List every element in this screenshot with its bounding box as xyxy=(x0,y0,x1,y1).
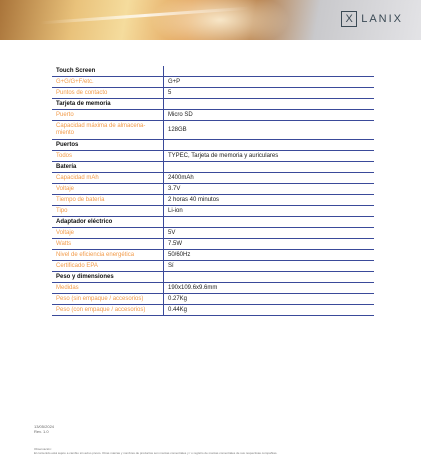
footer-note-title: Observación: xyxy=(34,447,52,451)
spec-label-text: Peso y dimensiones xyxy=(56,273,114,280)
spec-label-text: Capacidad máxima de almacena-miento xyxy=(56,123,146,136)
spec-value xyxy=(164,272,375,283)
spec-section-title xyxy=(52,66,164,77)
spec-row xyxy=(52,110,374,121)
spec-label xyxy=(52,173,164,184)
spec-label-text: Adaptador eléctrico xyxy=(56,218,113,225)
spec-row xyxy=(52,305,374,316)
footer-date: 13/05/2024 xyxy=(34,424,55,429)
spec-label xyxy=(52,77,164,88)
spec-value: 0.44Kg xyxy=(164,305,375,316)
spec-section-row xyxy=(52,140,374,151)
spec-label xyxy=(52,110,164,121)
spec-row xyxy=(52,195,374,206)
spec-label xyxy=(52,206,164,217)
spec-label-text: Tarjeta de memoria xyxy=(56,100,111,107)
spec-label-text: Voltaje xyxy=(56,229,75,236)
spec-label-text: Nivel de eficiencia energética xyxy=(56,251,135,258)
footer-note-block xyxy=(34,447,394,455)
spec-section-title xyxy=(52,99,164,110)
banner-glow xyxy=(150,0,290,40)
spec-label-text: Capacidad mAh xyxy=(56,174,99,181)
footer-revision: Rev. 1.0 xyxy=(34,429,49,434)
spec-label-text: Tipo xyxy=(56,207,68,214)
spec-value: Sí xyxy=(164,261,375,272)
spec-label-text: Peso (sin empaque / accesorios) xyxy=(56,295,144,302)
spec-label-text: Certificado EPA xyxy=(56,262,98,269)
spec-value: Li-ion xyxy=(164,206,375,217)
spec-label-text: Puntos de contacto xyxy=(56,89,108,96)
spec-value xyxy=(164,162,375,173)
spec-label xyxy=(52,195,164,206)
spec-label xyxy=(52,294,164,305)
brand-logo xyxy=(341,11,403,27)
spec-value: 0.27Kg xyxy=(164,294,375,305)
brand-logo-name: LANIX xyxy=(361,13,403,25)
spec-label xyxy=(52,228,164,239)
header-banner xyxy=(0,0,421,40)
spec-section-title xyxy=(52,162,164,173)
specifications-table-body xyxy=(52,66,374,316)
spec-row xyxy=(52,239,374,250)
spec-label xyxy=(52,283,164,294)
spec-label xyxy=(52,239,164,250)
spec-section-row xyxy=(52,217,374,228)
spec-label xyxy=(52,305,164,316)
spec-row xyxy=(52,283,374,294)
spec-row xyxy=(52,228,374,239)
spec-label xyxy=(52,151,164,162)
spec-row xyxy=(52,206,374,217)
spec-label xyxy=(52,121,164,140)
spec-section-title xyxy=(52,140,164,151)
spec-label-text: Puertos xyxy=(56,141,79,148)
spec-label xyxy=(52,250,164,261)
footer-date-block xyxy=(34,424,54,434)
spec-section-row xyxy=(52,162,374,173)
spec-row xyxy=(52,173,374,184)
specifications-table xyxy=(52,66,374,316)
brand-logo-mark: X xyxy=(341,11,357,27)
spec-label-text: Puerto xyxy=(56,111,74,118)
spec-section-row xyxy=(52,272,374,283)
spec-section-row xyxy=(52,99,374,110)
spec-label-text: Peso (con empaque / accesorios) xyxy=(56,306,146,313)
spec-section-row xyxy=(52,66,374,77)
spec-value: Micro SD xyxy=(164,110,375,121)
spec-row xyxy=(52,88,374,99)
spec-row xyxy=(52,121,374,140)
footer-note-text: El contenido está sujeto a cambio sin aviso previo. Otras marcas y nombres de productos son marcas comerciales y / o registro de marcas comerciales de sus respectivas compañías. xyxy=(34,451,278,455)
spec-label-text: Tiempo de batería xyxy=(56,196,105,203)
spec-value: 190x109.6x9.6mm xyxy=(164,283,375,294)
spec-value: 50/60Hz xyxy=(164,250,375,261)
spec-value: G+P xyxy=(164,77,375,88)
spec-label xyxy=(52,184,164,195)
spec-label xyxy=(52,261,164,272)
spec-value: TYPEC, Tarjeta de memoria y auriculares xyxy=(164,151,375,162)
spec-value: 7.5W xyxy=(164,239,375,250)
spec-row xyxy=(52,250,374,261)
spec-section-title xyxy=(52,217,164,228)
spec-label-text: Voltaje xyxy=(56,185,75,192)
spec-value xyxy=(164,66,375,77)
spec-row xyxy=(52,77,374,88)
spec-value: 128GB xyxy=(164,121,375,140)
spec-label xyxy=(52,88,164,99)
spec-label-text: Medidas xyxy=(56,284,79,291)
spec-value xyxy=(164,140,375,151)
spec-value: 2400mAh xyxy=(164,173,375,184)
spec-value: 5 xyxy=(164,88,375,99)
spec-label-text: Touch Screen xyxy=(56,67,96,74)
spec-row xyxy=(52,151,374,162)
spec-label-text: Batería xyxy=(56,163,77,170)
spec-label-text: Todos xyxy=(56,152,73,159)
spec-value xyxy=(164,99,375,110)
spec-label-text: G+G/G+F/etc. xyxy=(56,78,94,85)
spec-value: 5V xyxy=(164,228,375,239)
spec-value: 3.7V xyxy=(164,184,375,195)
spec-row xyxy=(52,261,374,272)
spec-value xyxy=(164,217,375,228)
spec-section-title xyxy=(52,272,164,283)
spec-value: 2 horas 40 minutos xyxy=(164,195,375,206)
spec-label-text: Watts xyxy=(56,240,72,247)
spec-row xyxy=(52,184,374,195)
spec-row xyxy=(52,294,374,305)
